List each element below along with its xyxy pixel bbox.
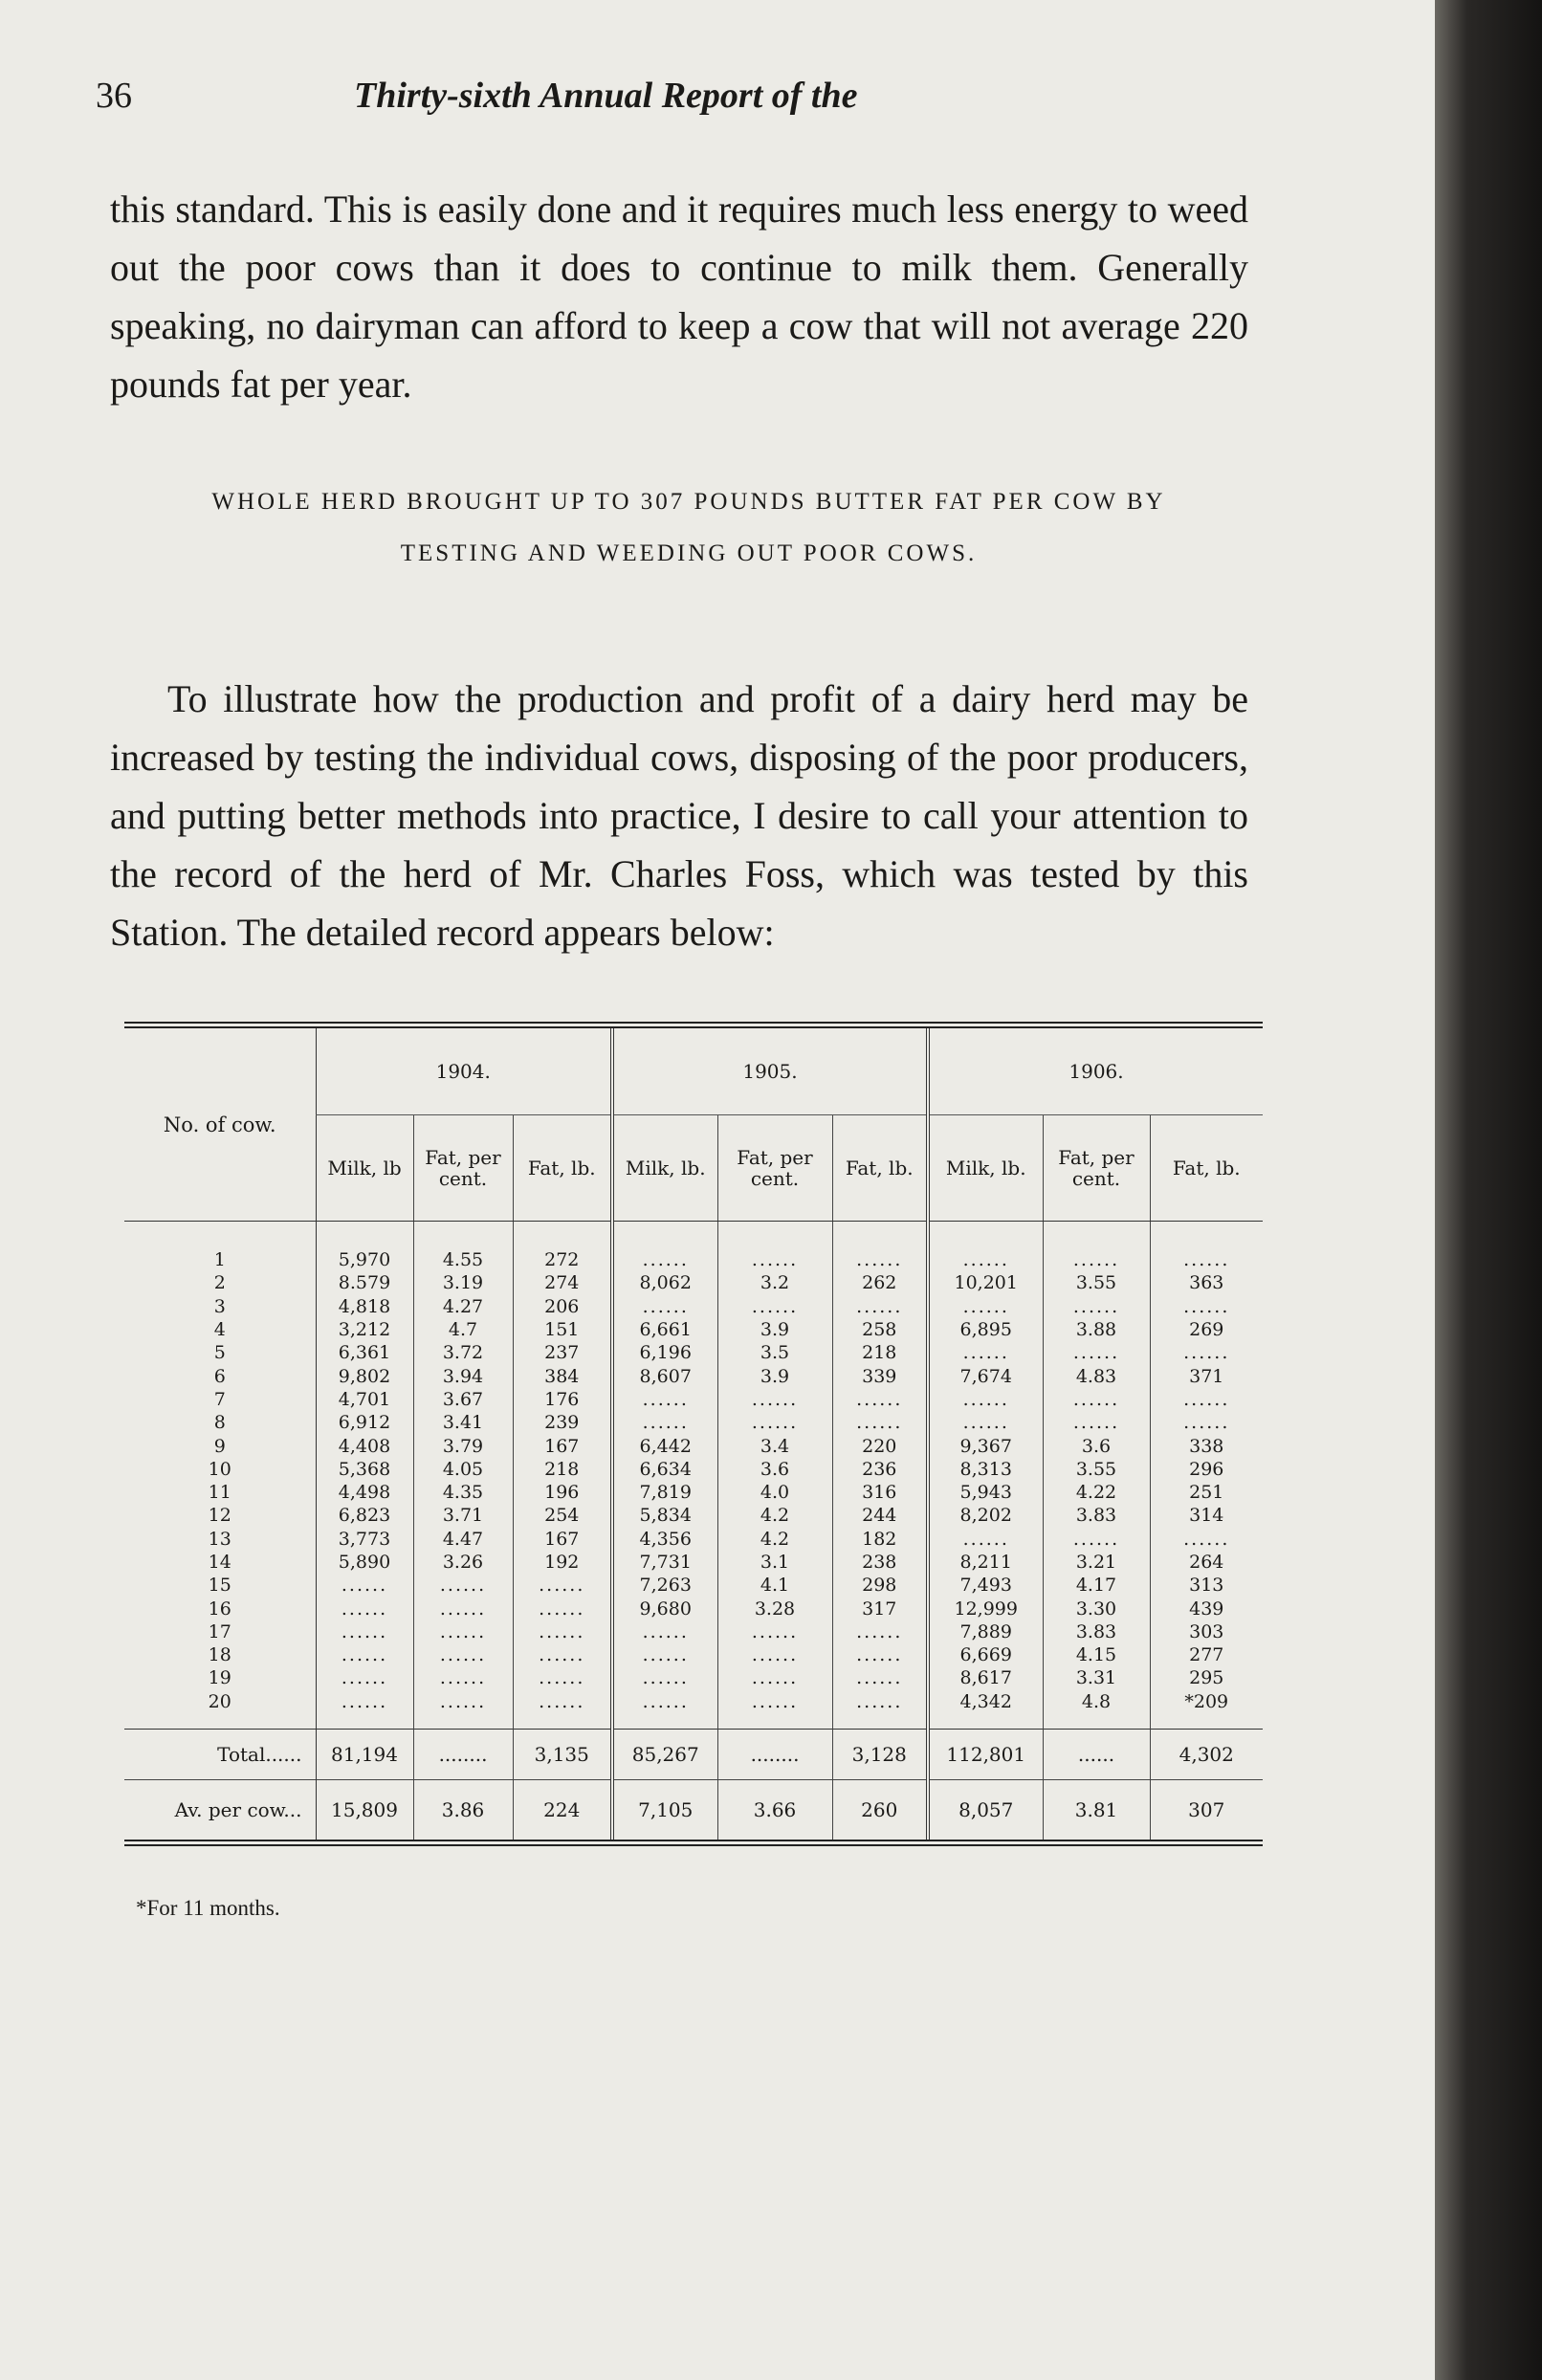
- table-cell: 10,201: [928, 1271, 1043, 1294]
- table-cell: ......: [717, 1411, 832, 1434]
- table-cell: ......: [832, 1411, 928, 1434]
- table-cell: 3,773: [316, 1528, 413, 1551]
- table-cell: 4,701: [316, 1388, 413, 1411]
- table-cell: 4.8: [1043, 1690, 1150, 1730]
- cow-number-cell: 10: [208, 1458, 231, 1480]
- col-header: Fat, per cent.: [717, 1115, 832, 1222]
- total-cell: 81,194: [316, 1729, 413, 1779]
- table-cell: 3.55: [1043, 1271, 1150, 1294]
- table-cell: 272: [513, 1222, 612, 1272]
- table-cell: 167: [513, 1528, 612, 1551]
- table-row: [124, 1458, 1263, 1481]
- table-cell: 313: [1150, 1574, 1263, 1597]
- total-row: [124, 1729, 1263, 1779]
- cow-number-cell: 5: [213, 1342, 226, 1364]
- table-cell: ......: [1043, 1528, 1150, 1551]
- table-cell: 8,062: [612, 1271, 717, 1294]
- table-cell: ......: [717, 1666, 832, 1689]
- table-cell: 6,912: [316, 1411, 413, 1434]
- table-summary: [124, 1729, 1263, 1842]
- table-cell: 258: [832, 1318, 928, 1341]
- table-cell: 7,674: [928, 1364, 1043, 1387]
- page-number: 36: [96, 76, 132, 116]
- table-cell: ......: [717, 1222, 832, 1272]
- table-row: [124, 1504, 1263, 1527]
- table-cell: 6,661: [612, 1318, 717, 1341]
- table-cell: ......: [1043, 1295, 1150, 1318]
- table-cell: ......: [717, 1620, 832, 1643]
- table-cell: ......: [413, 1620, 513, 1643]
- table-row: [124, 1620, 1263, 1643]
- table-cell: ......: [717, 1643, 832, 1666]
- col-header: Fat, lb.: [1150, 1115, 1263, 1222]
- table-cell: 5,368: [316, 1458, 413, 1481]
- table-row: [124, 1222, 1263, 1272]
- table-cell: 9,367: [928, 1434, 1043, 1457]
- table-cell: ......: [413, 1666, 513, 1689]
- table-cell: 151: [513, 1318, 612, 1341]
- table-cell: 3.4: [717, 1434, 832, 1457]
- table-cell: 269: [1150, 1318, 1263, 1341]
- table-cell: 339: [832, 1364, 928, 1387]
- table-cell: 218: [513, 1458, 612, 1481]
- table-cell: ......: [513, 1574, 612, 1597]
- cow-number-cell: 8: [213, 1412, 226, 1434]
- table-cell: 274: [513, 1271, 612, 1294]
- table-cell: ......: [832, 1388, 928, 1411]
- table-cell: 7,731: [612, 1551, 717, 1574]
- table-cell: 439: [1150, 1597, 1263, 1620]
- table-cell: 4.7: [413, 1318, 513, 1341]
- table-row: [124, 1341, 1263, 1364]
- table-row: [124, 1411, 1263, 1434]
- year-header-1906: 1906.: [928, 1025, 1263, 1115]
- table-row: [124, 1364, 1263, 1387]
- cow-number-cell: 4: [213, 1319, 226, 1341]
- table-cell: 182: [832, 1528, 928, 1551]
- table-cell: ......: [832, 1620, 928, 1643]
- total-cell: 4,302: [1150, 1729, 1263, 1779]
- table-row: [124, 1666, 1263, 1689]
- table-row: [124, 1388, 1263, 1411]
- section-heading: WHOLE HERD BROUGHT UP TO 307 POUNDS BUTTER FAT PER COW BY TESTING AND WEEDING OUT POOR COWS.: [211, 489, 1166, 566]
- table-cell: 8,202: [928, 1504, 1043, 1527]
- average-cell: 224: [513, 1779, 612, 1842]
- table-cell: 4.2: [717, 1504, 832, 1527]
- table-cell: ......: [1043, 1341, 1150, 1364]
- cow-number-cell: 18: [208, 1644, 231, 1666]
- table-cell: 192: [513, 1551, 612, 1574]
- table-cell: 3.55: [1043, 1458, 1150, 1481]
- table-cell: 4.47: [413, 1528, 513, 1551]
- total-cell: ........: [717, 1729, 832, 1779]
- cow-number-cell: 11: [208, 1482, 231, 1504]
- table-cell: ......: [612, 1643, 717, 1666]
- table-cell: 167: [513, 1434, 612, 1457]
- table-cell: ......: [612, 1690, 717, 1730]
- table-cell: ......: [1150, 1295, 1263, 1318]
- table-cell: 220: [832, 1434, 928, 1457]
- table-row: [124, 1271, 1263, 1294]
- table-cell: 3.67: [413, 1388, 513, 1411]
- total-cell: 85,267: [612, 1729, 717, 1779]
- total-cell: ........: [413, 1729, 513, 1779]
- table-cell: 3,212: [316, 1318, 413, 1341]
- footnote: *For 11 months.: [136, 1896, 280, 1920]
- table-cell: 244: [832, 1504, 928, 1527]
- table-cell: 303: [1150, 1620, 1263, 1643]
- table-cell: 3.28: [717, 1597, 832, 1620]
- table-cell: 7,819: [612, 1481, 717, 1504]
- table-cell: 262: [832, 1271, 928, 1294]
- table-row: [124, 1434, 1263, 1457]
- col-header: Fat, lb.: [832, 1115, 928, 1222]
- year-header-1904: 1904.: [316, 1025, 612, 1115]
- table-cell: 6,823: [316, 1504, 413, 1527]
- table-cell: 3.71: [413, 1504, 513, 1527]
- table-cell: 4,342: [928, 1690, 1043, 1730]
- table-cell: 5,834: [612, 1504, 717, 1527]
- table-cell: ......: [612, 1411, 717, 1434]
- table-cell: ......: [928, 1411, 1043, 1434]
- table-cell: ......: [1043, 1222, 1150, 1272]
- cow-number-cell: 20: [208, 1690, 231, 1712]
- table-cell: 239: [513, 1411, 612, 1434]
- cow-number-cell: 13: [208, 1528, 231, 1550]
- table-cell: 5,970: [316, 1222, 413, 1272]
- table-cell: 3.31: [1043, 1666, 1150, 1689]
- cow-number-cell: 1: [213, 1249, 226, 1271]
- cow-number-cell: 17: [208, 1620, 231, 1642]
- table-cell: 3.5: [717, 1341, 832, 1364]
- table-cell: ......: [717, 1295, 832, 1318]
- table-cell: 5,943: [928, 1481, 1043, 1504]
- table-cell: ......: [513, 1666, 612, 1689]
- table-cell: 237: [513, 1341, 612, 1364]
- table-cell: ......: [316, 1597, 413, 1620]
- page-edge-shadow: [1435, 0, 1542, 2380]
- table-cell: 8,607: [612, 1364, 717, 1387]
- table-cell: 176: [513, 1388, 612, 1411]
- table-cell: 236: [832, 1458, 928, 1481]
- table-cell: ......: [928, 1528, 1043, 1551]
- year-header-row: [124, 1025, 1263, 1115]
- table-cell: ......: [1150, 1222, 1263, 1272]
- table-cell: ......: [928, 1341, 1043, 1364]
- cow-number-header: No. of cow.: [124, 1025, 316, 1222]
- table-row: [124, 1690, 1263, 1730]
- cow-number-cell: 3: [213, 1295, 226, 1317]
- table-cell: 4.15: [1043, 1643, 1150, 1666]
- table-cell: 296: [1150, 1458, 1263, 1481]
- table-cell: 3.94: [413, 1364, 513, 1387]
- table-cell: 4.83: [1043, 1364, 1150, 1387]
- col-header: Fat, per cent.: [1043, 1115, 1150, 1222]
- col-header: Milk, lb.: [928, 1115, 1043, 1222]
- table-cell: 218: [832, 1341, 928, 1364]
- total-cell: 112,801: [928, 1729, 1043, 1779]
- table-cell: ......: [513, 1643, 612, 1666]
- running-title: Thirty-sixth Annual Report of the: [354, 76, 858, 116]
- table-cell: 3.79: [413, 1434, 513, 1457]
- average-cell: 3.66: [717, 1779, 832, 1842]
- table-cell: 196: [513, 1481, 612, 1504]
- table-cell: 363: [1150, 1271, 1263, 1294]
- table-cell: 8,617: [928, 1666, 1043, 1689]
- total-cell: 3,135: [513, 1729, 612, 1779]
- table-cell: 3.26: [413, 1551, 513, 1574]
- cow-number-cell: 2: [213, 1272, 226, 1294]
- col-header: Fat, lb.: [513, 1115, 612, 1222]
- table-cell: ......: [928, 1388, 1043, 1411]
- table-cell: ......: [832, 1666, 928, 1689]
- cow-number-cell: 14: [208, 1552, 231, 1573]
- table-cell: 4,356: [612, 1528, 717, 1551]
- table-cell: ......: [612, 1666, 717, 1689]
- table-cell: 264: [1150, 1551, 1263, 1574]
- col-header: Milk, lb: [316, 1115, 413, 1222]
- table-cell: 4.35: [413, 1481, 513, 1504]
- table-cell: ......: [413, 1574, 513, 1597]
- table-cell: ......: [832, 1643, 928, 1666]
- table-cell: 3.41: [413, 1411, 513, 1434]
- average-cell: 8,057: [928, 1779, 1043, 1842]
- table-cell: *209: [1150, 1690, 1263, 1730]
- table-cell: 4,408: [316, 1434, 413, 1457]
- table-cell: 4,498: [316, 1481, 413, 1504]
- table-cell: 3.9: [717, 1318, 832, 1341]
- average-cell: 7,105: [612, 1779, 717, 1842]
- table-row: [124, 1295, 1263, 1318]
- table-cell: ......: [316, 1574, 413, 1597]
- table-cell: 3.6: [1043, 1434, 1150, 1457]
- table-row: [124, 1551, 1263, 1574]
- table-row: [124, 1528, 1263, 1551]
- table-cell: 6,196: [612, 1341, 717, 1364]
- table-cell: ......: [1150, 1411, 1263, 1434]
- table-cell: 251: [1150, 1481, 1263, 1504]
- table-cell: 7,889: [928, 1620, 1043, 1643]
- table-cell: ......: [612, 1295, 717, 1318]
- table-cell: 9,802: [316, 1364, 413, 1387]
- table-cell: 206: [513, 1295, 612, 1318]
- table-cell: 3.72: [413, 1341, 513, 1364]
- table-cell: 298: [832, 1574, 928, 1597]
- table-cell: 3.6: [717, 1458, 832, 1481]
- table-cell: 338: [1150, 1434, 1263, 1457]
- table-cell: ......: [316, 1690, 413, 1730]
- table-cell: ......: [612, 1620, 717, 1643]
- table-cell: 238: [832, 1551, 928, 1574]
- cow-number-cell: 9: [213, 1435, 226, 1457]
- average-row: [124, 1779, 1263, 1842]
- table-cell: 3.9: [717, 1364, 832, 1387]
- table-cell: 8,313: [928, 1458, 1043, 1481]
- table-row: [124, 1481, 1263, 1504]
- table-cell: ......: [413, 1690, 513, 1730]
- table-row: [124, 1318, 1263, 1341]
- col-header: Milk, lb.: [612, 1115, 717, 1222]
- table-cell: 3.30: [1043, 1597, 1150, 1620]
- table-row: [124, 1643, 1263, 1666]
- table-cell: 4,818: [316, 1295, 413, 1318]
- table-cell: 4.2: [717, 1528, 832, 1551]
- table-cell: 295: [1150, 1666, 1263, 1689]
- average-cell: 3.86: [413, 1779, 513, 1842]
- table-cell: 7,263: [612, 1574, 717, 1597]
- average-cell: 3.81: [1043, 1779, 1150, 1842]
- table-cell: 316: [832, 1481, 928, 1504]
- table-row: [124, 1574, 1263, 1597]
- table-cell: ......: [612, 1388, 717, 1411]
- table-cell: 3.88: [1043, 1318, 1150, 1341]
- table-cell: 6,361: [316, 1341, 413, 1364]
- herd-record-table: [124, 1022, 1263, 1846]
- table-cell: 5,890: [316, 1551, 413, 1574]
- table-cell: ......: [1150, 1388, 1263, 1411]
- table-cell: ......: [832, 1295, 928, 1318]
- table-cell: 6,895: [928, 1318, 1043, 1341]
- total-label: Total......: [124, 1729, 316, 1779]
- total-cell: ......: [1043, 1729, 1150, 1779]
- table-cell: 9,680: [612, 1597, 717, 1620]
- table-cell: 8,211: [928, 1551, 1043, 1574]
- table-cell: 3.21: [1043, 1551, 1150, 1574]
- table-cell: 3.2: [717, 1271, 832, 1294]
- table-cell: 3.1: [717, 1551, 832, 1574]
- average-label: Av. per cow...: [124, 1779, 316, 1842]
- cow-number-cell: 12: [208, 1505, 231, 1527]
- table-cell: 4.1: [717, 1574, 832, 1597]
- table-cell: ......: [717, 1690, 832, 1730]
- table-cell: ......: [513, 1620, 612, 1643]
- table-cell: 3.83: [1043, 1504, 1150, 1527]
- cow-number-cell: 6: [213, 1365, 226, 1387]
- table-cell: ......: [1150, 1341, 1263, 1364]
- table-cell: 6,442: [612, 1434, 717, 1457]
- cow-number-cell: 15: [208, 1575, 231, 1597]
- table-cell: 4.27: [413, 1295, 513, 1318]
- table-cell: 3.83: [1043, 1620, 1150, 1643]
- table-cell: ......: [1150, 1528, 1263, 1551]
- table-cell: 6,634: [612, 1458, 717, 1481]
- table-cell: ......: [928, 1222, 1043, 1272]
- table-cell: 4.55: [413, 1222, 513, 1272]
- table-cell: 4.0: [717, 1481, 832, 1504]
- average-cell: 260: [832, 1779, 928, 1842]
- page-header: [96, 75, 1263, 132]
- table-cell: 7,493: [928, 1574, 1043, 1597]
- total-cell: 3,128: [832, 1729, 928, 1779]
- table-cell: ......: [513, 1690, 612, 1730]
- table-cell: 371: [1150, 1364, 1263, 1387]
- table-cell: 12,999: [928, 1597, 1043, 1620]
- table-cell: ......: [612, 1222, 717, 1272]
- table-cell: 6,669: [928, 1643, 1043, 1666]
- table-cell: 314: [1150, 1504, 1263, 1527]
- table-cell: 3.19: [413, 1271, 513, 1294]
- cow-number-cell: 16: [208, 1598, 231, 1620]
- table-cell: ......: [1043, 1411, 1150, 1434]
- cow-number-cell: 19: [208, 1667, 231, 1689]
- table-cell: 384: [513, 1364, 612, 1387]
- cow-number-cell: 7: [213, 1388, 226, 1410]
- year-header-1905: 1905.: [612, 1025, 928, 1115]
- table-cell: ......: [1043, 1388, 1150, 1411]
- table-row: [124, 1597, 1263, 1620]
- table-cell: 317: [832, 1597, 928, 1620]
- paragraph-standard: this standard. This is easily done and it requires much less energy to weed out the poor cows than it does to continue to milk them. Generally speaking, no dairyman can afford to keep a cow that will not average 220 pounds fat per year.: [110, 187, 1248, 406]
- table-cell: 254: [513, 1504, 612, 1527]
- table-cell: 4.22: [1043, 1481, 1150, 1504]
- table-cell: ......: [413, 1643, 513, 1666]
- table-cell: ......: [413, 1597, 513, 1620]
- table-cell: ......: [513, 1597, 612, 1620]
- average-cell: 15,809: [316, 1779, 413, 1842]
- table-body: [124, 1222, 1263, 1730]
- table-cell: 4.17: [1043, 1574, 1150, 1597]
- table-cell: ......: [316, 1620, 413, 1643]
- table-cell: ......: [717, 1388, 832, 1411]
- table-cell: ......: [928, 1295, 1043, 1318]
- table-cell: ......: [316, 1643, 413, 1666]
- table-cell: 277: [1150, 1643, 1263, 1666]
- paragraph-intro: To illustrate how the production and profit of a dairy herd may be increased by testing the individual cows, disposing of the poor producers, and putting better methods into practice, I desire to call your attention to the record of the herd of Mr. Charles Foss, which was tested by this Station. The detailed record appears below:: [110, 677, 1248, 954]
- table-cell: ......: [832, 1222, 928, 1272]
- table-cell: 4.05: [413, 1458, 513, 1481]
- table-cell: ......: [832, 1690, 928, 1730]
- table-cell: 8.579: [316, 1271, 413, 1294]
- col-header: Fat, per cent.: [413, 1115, 513, 1222]
- table-cell: ......: [316, 1666, 413, 1689]
- average-cell: 307: [1150, 1779, 1263, 1842]
